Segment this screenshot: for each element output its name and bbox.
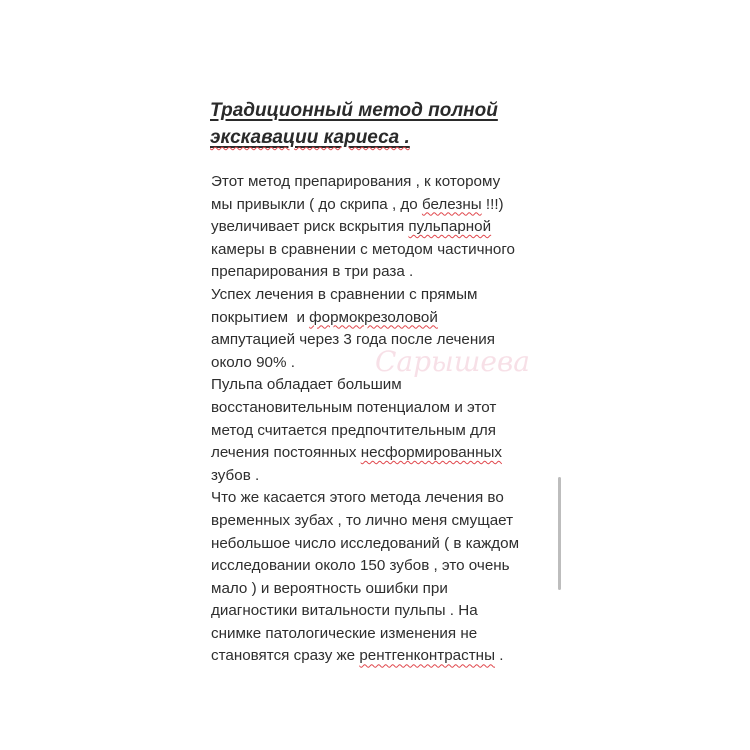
text-line: снимке патологические изменения не — [211, 624, 478, 642]
spellcheck-word: белезны — [421, 195, 482, 213]
text-line: мало ) и вероятность ошибки при — [211, 579, 448, 597]
text-line: около 90% . — [211, 353, 295, 371]
text-line: Этот метод препарирования , к которому — [211, 173, 501, 190]
document-title — [210, 97, 540, 151]
text-line: диагностики витальности пульпы . На — [211, 602, 478, 620]
spellcheck-word: несформированных — [360, 444, 502, 462]
spellcheck-word: рентгенконтрастны — [359, 647, 495, 665]
text-line: препарирования в три раза . — [211, 263, 414, 281]
text-line: становятся сразу же рентгенконтрастны . — [211, 647, 504, 665]
spellcheck-word: экскавации кариеса . — [210, 127, 410, 148]
text-line: покрытием и формокрезоловой — [211, 308, 438, 326]
watermark: Сарышева — [375, 345, 530, 378]
text-line: восстановительным потенциалом и этот — [211, 398, 497, 416]
title-line-1: Традиционный метод полной — [210, 100, 498, 121]
text-line: небольшое число исследований ( в каждом — [211, 534, 520, 552]
text-line: метод считается предпочтительным для — [211, 421, 496, 439]
text-line: зубов . — [211, 466, 260, 484]
text-line: Успех лечения в сравнении с прямым — [211, 285, 478, 303]
text-line: камеры в сравнении с методом частичного — [211, 240, 516, 258]
spellcheck-word: пульпарной — [408, 218, 492, 236]
body-text — [211, 171, 556, 668]
text-line: ампутацией через 3 года после лечения — [211, 331, 495, 349]
text-line: временных зубах , то лично меня смущает — [211, 511, 514, 529]
spellcheck-word: формокрезоловой — [309, 308, 438, 326]
text-line: лечения постоянных несформированных — [211, 444, 502, 462]
vertical-scrollbar[interactable] — [558, 477, 561, 590]
text-line: увеличивает риск вскрытия пульпарной — [211, 218, 492, 236]
text-line: Пульпа обладает большим — [211, 376, 402, 394]
title-line-2 — [210, 124, 540, 151]
text-line: исследовании около 150 зубов , это очень — [211, 557, 510, 575]
text-line: Что же касается этого метода лечения во — [211, 489, 504, 507]
text-line: мы привыкли ( до скрипа , до белезны !!!) — [211, 195, 504, 213]
